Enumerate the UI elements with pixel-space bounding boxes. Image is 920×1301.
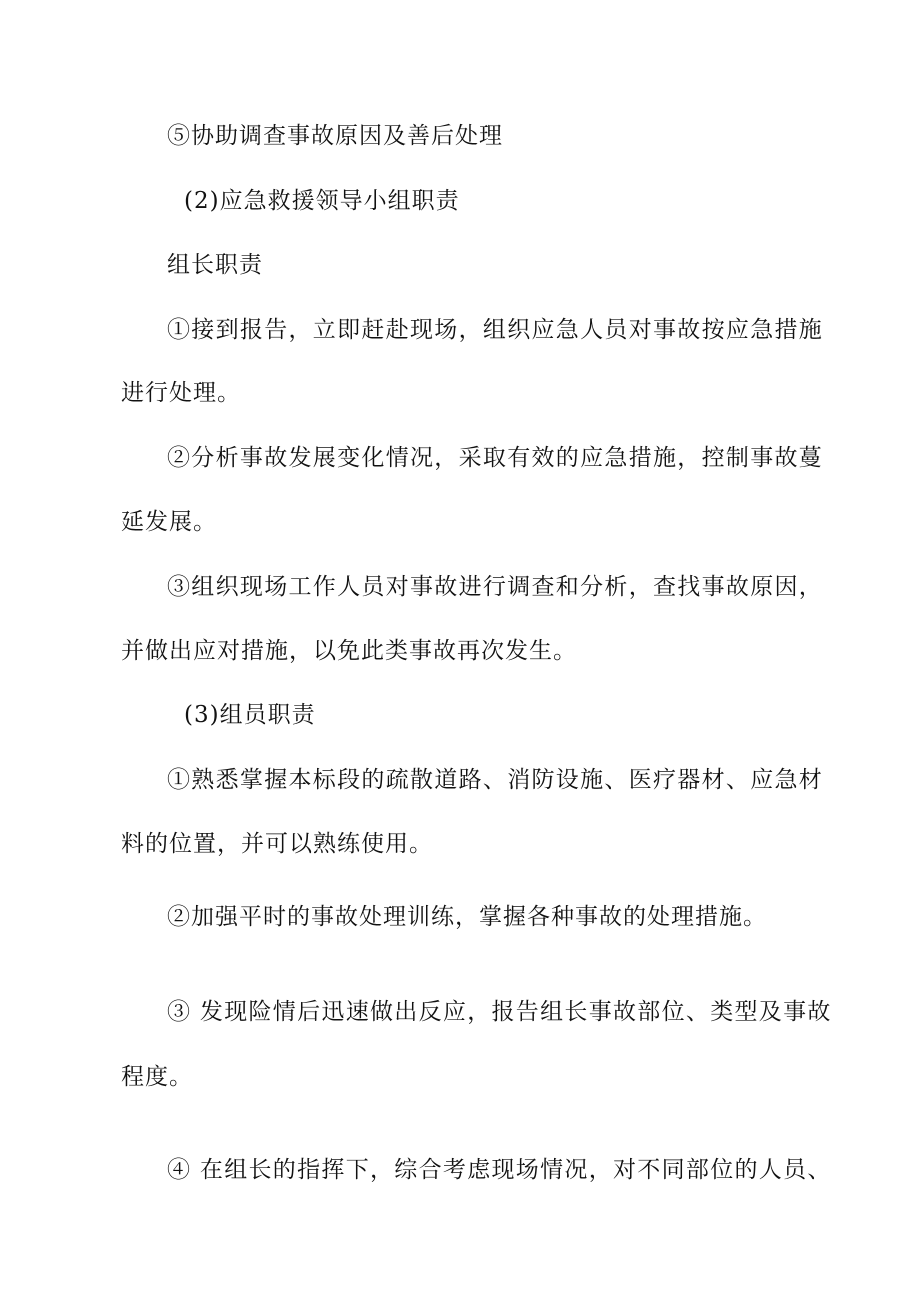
section-heading-leadership-duties: (2)应急救援领导小组职责: [184, 188, 460, 214]
leader-duty-3-line-1: ③组织现场工作人员对事故进行调查和分析，查找事故原因，: [167, 574, 824, 600]
item-5-assist-investigation: ⑤协助调查事故原因及善后处理: [167, 123, 503, 149]
member-duty-4-line-1: ④ 在组长的指挥下，综合考虑现场情况，对不同部位的人员、: [167, 1157, 832, 1183]
member-duty-1-line-1: ①熟悉掌握本标段的疏散道路、消防设施、医疗器材、应急材: [167, 767, 824, 793]
member-duty-3-line-1: ③ 发现险情后迅速做出反应，报告组长事故部位、类型及事故: [167, 999, 832, 1025]
leader-duty-1-line-1: ①接到报告，立即赶赴现场，组织应急人员对事故按应急措施: [167, 317, 824, 343]
leader-duty-2-line-1: ②分析事故发展变化情况，采取有效的应急措施，控制事故蔓: [167, 445, 824, 471]
member-duty-1-line-2: 料的位置，并可以熟练使用。: [121, 831, 433, 857]
leader-duty-2-line-2: 延发展。: [121, 509, 217, 535]
member-duty-3-line-2: 程度。: [121, 1064, 193, 1090]
section-heading-member-duties: (3)组员职责: [184, 702, 316, 728]
subheading-leader-duties: 组长职责: [167, 252, 263, 278]
leader-duty-3-line-2: 并做出应对措施，以免此类事故再次发生。: [121, 638, 577, 664]
member-duty-2: ②加强平时的事故处理训练，掌握各种事故的处理措施。: [167, 904, 767, 930]
leader-duty-1-line-2: 进行处理。: [121, 380, 241, 406]
